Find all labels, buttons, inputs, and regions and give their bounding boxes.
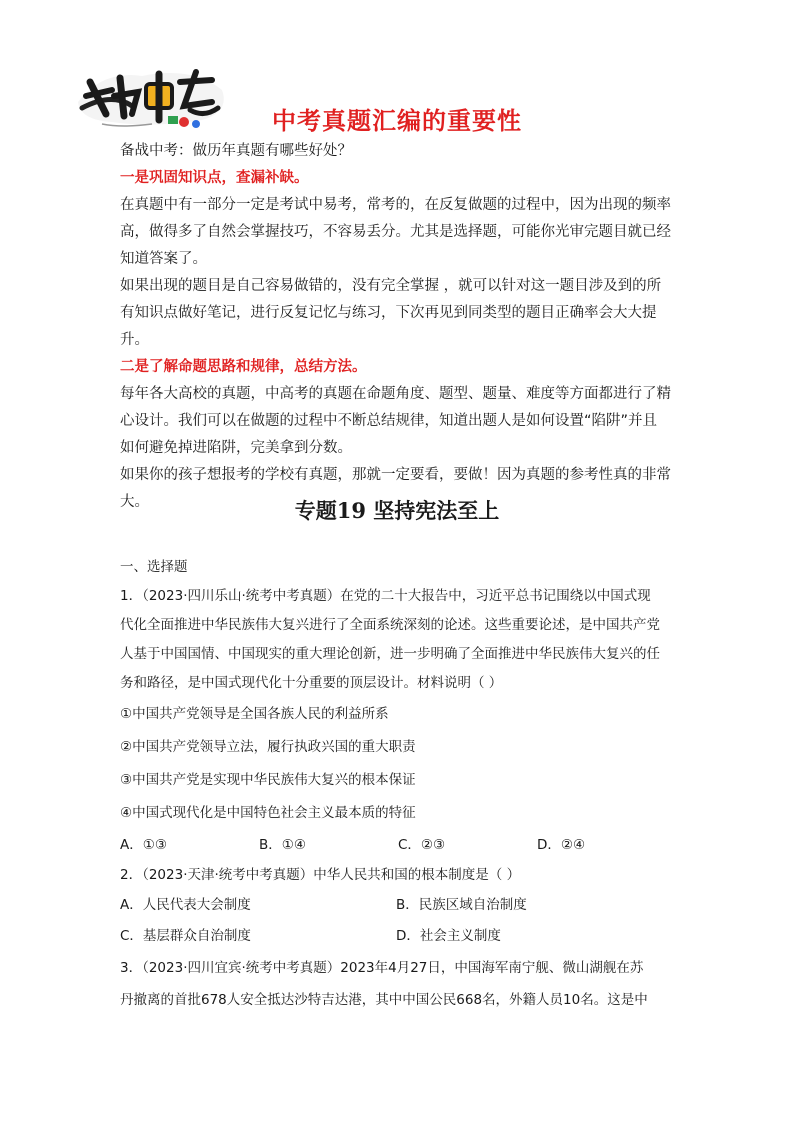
statement-item: ①中国共产党领导是全国各族人民的利益所系 xyxy=(120,706,389,722)
point1-line: 高，做得多了自然会掌握技巧，不容易丢分。尤其是选择题，可能你光审完题目就已经 xyxy=(120,224,671,240)
point1-line: 有知识点做好笔记，进行反复记忆与练习，下次再见到同类型的题目正确率会大大提升。 xyxy=(120,305,657,348)
option-b[interactable]: B．民族区域自治制度 xyxy=(396,897,527,913)
intro-question: 备战中考：做历年真题有哪些好处？ xyxy=(120,143,352,159)
question-line: 丹撤离的首批678人安全抵达沙特吉达港，其中中国公民668名，外籍人员10名。这是中 xyxy=(120,992,648,1008)
option-b[interactable]: B．①④ xyxy=(259,837,306,853)
point2-line: 大。 xyxy=(120,494,149,510)
statement-item: ④中国式现代化是中国特色社会主义最本质的特征 xyxy=(120,805,416,821)
point2-line: 如果你的孩子想报考的学校有真题，那就一定要看，要做！因为真题的参考性真的非常 xyxy=(120,467,671,483)
question-2 xyxy=(120,861,680,952)
point1-line: 如果出现的题目是自己容易做错的，没有完全掌握 ，就可以针对这一题目涉及到的所 xyxy=(120,278,662,294)
answer-options xyxy=(120,921,680,952)
point2-line: 如何避免掉进陷阱，完美拿到分数。 xyxy=(120,440,352,456)
question-line: 2．（2023·天津·统考中考真题）中华人民共和国的根本制度是（ ） xyxy=(120,867,521,883)
question-1 xyxy=(120,582,680,861)
statement-item: ②中国共产党领导立法，履行执政兴国的重大职责 xyxy=(120,739,416,755)
question-line: 代化全面推进中华民族伟大复兴进行了全面系统深刻的论述。这些重要论述，是中国共产党 xyxy=(120,617,660,633)
question-line: 人基于中国国情、中国现实的重大理论创新，进一步明确了全面推进中华民族伟大复兴的任 xyxy=(120,646,660,662)
option-d[interactable]: D．社会主义制度 xyxy=(396,928,501,944)
section-heading: 一、选择题 xyxy=(120,559,188,575)
point1-heading: 一是巩固知识点，查漏补缺。 xyxy=(120,170,309,186)
statement-item: ③中国共产党是实现中华民族伟大复兴的根本保证 xyxy=(120,772,416,788)
point2-line: 每年各大高校的真题，中高考的真题在命题角度、题型、题量、难度等方面都进行了精 xyxy=(120,386,671,402)
option-a[interactable]: A．人民代表大会制度 xyxy=(120,897,251,913)
point2-line: 心设计。我们可以在做题的过程中不断总结规律，知道出题人是如何设置“陷阱”并且 xyxy=(120,413,658,429)
intro-section xyxy=(120,138,680,516)
point1-line: 知道答案了。 xyxy=(120,251,207,267)
option-c[interactable]: C．②③ xyxy=(398,837,446,853)
question-line: 1．（2023·四川乐山·统考中考真题）在党的二十大报告中，习近平总书记围绕以中国式现 xyxy=(120,588,651,604)
point1-line: 在真题中有一部分一定是考试中易考，常考的，在反复做题的过程中，因为出现的频率 xyxy=(120,197,671,213)
topic-title: 专题19 坚持宪法至上 xyxy=(294,498,500,523)
option-a[interactable]: A．①③ xyxy=(120,837,167,853)
option-c[interactable]: C．基层群众自治制度 xyxy=(120,928,251,944)
main-title: 中考真题汇编的重要性 xyxy=(272,107,522,135)
questions-area xyxy=(120,554,680,1016)
answer-options xyxy=(120,830,680,861)
question-line: 3．（2023·四川宜宾·统考中考真题）2023年4月27日，中国海军南宁舰、微山湖舰在苏 xyxy=(120,960,644,976)
question-3 xyxy=(120,952,680,1016)
option-d[interactable]: D．②④ xyxy=(537,837,586,853)
point2-heading: 二是了解命题思路和规律，总结方法。 xyxy=(120,359,367,375)
answer-options xyxy=(120,890,680,921)
question-line: 务和路径，是中国式现代化十分重要的顶层设计。材料说明（ ） xyxy=(120,675,503,691)
